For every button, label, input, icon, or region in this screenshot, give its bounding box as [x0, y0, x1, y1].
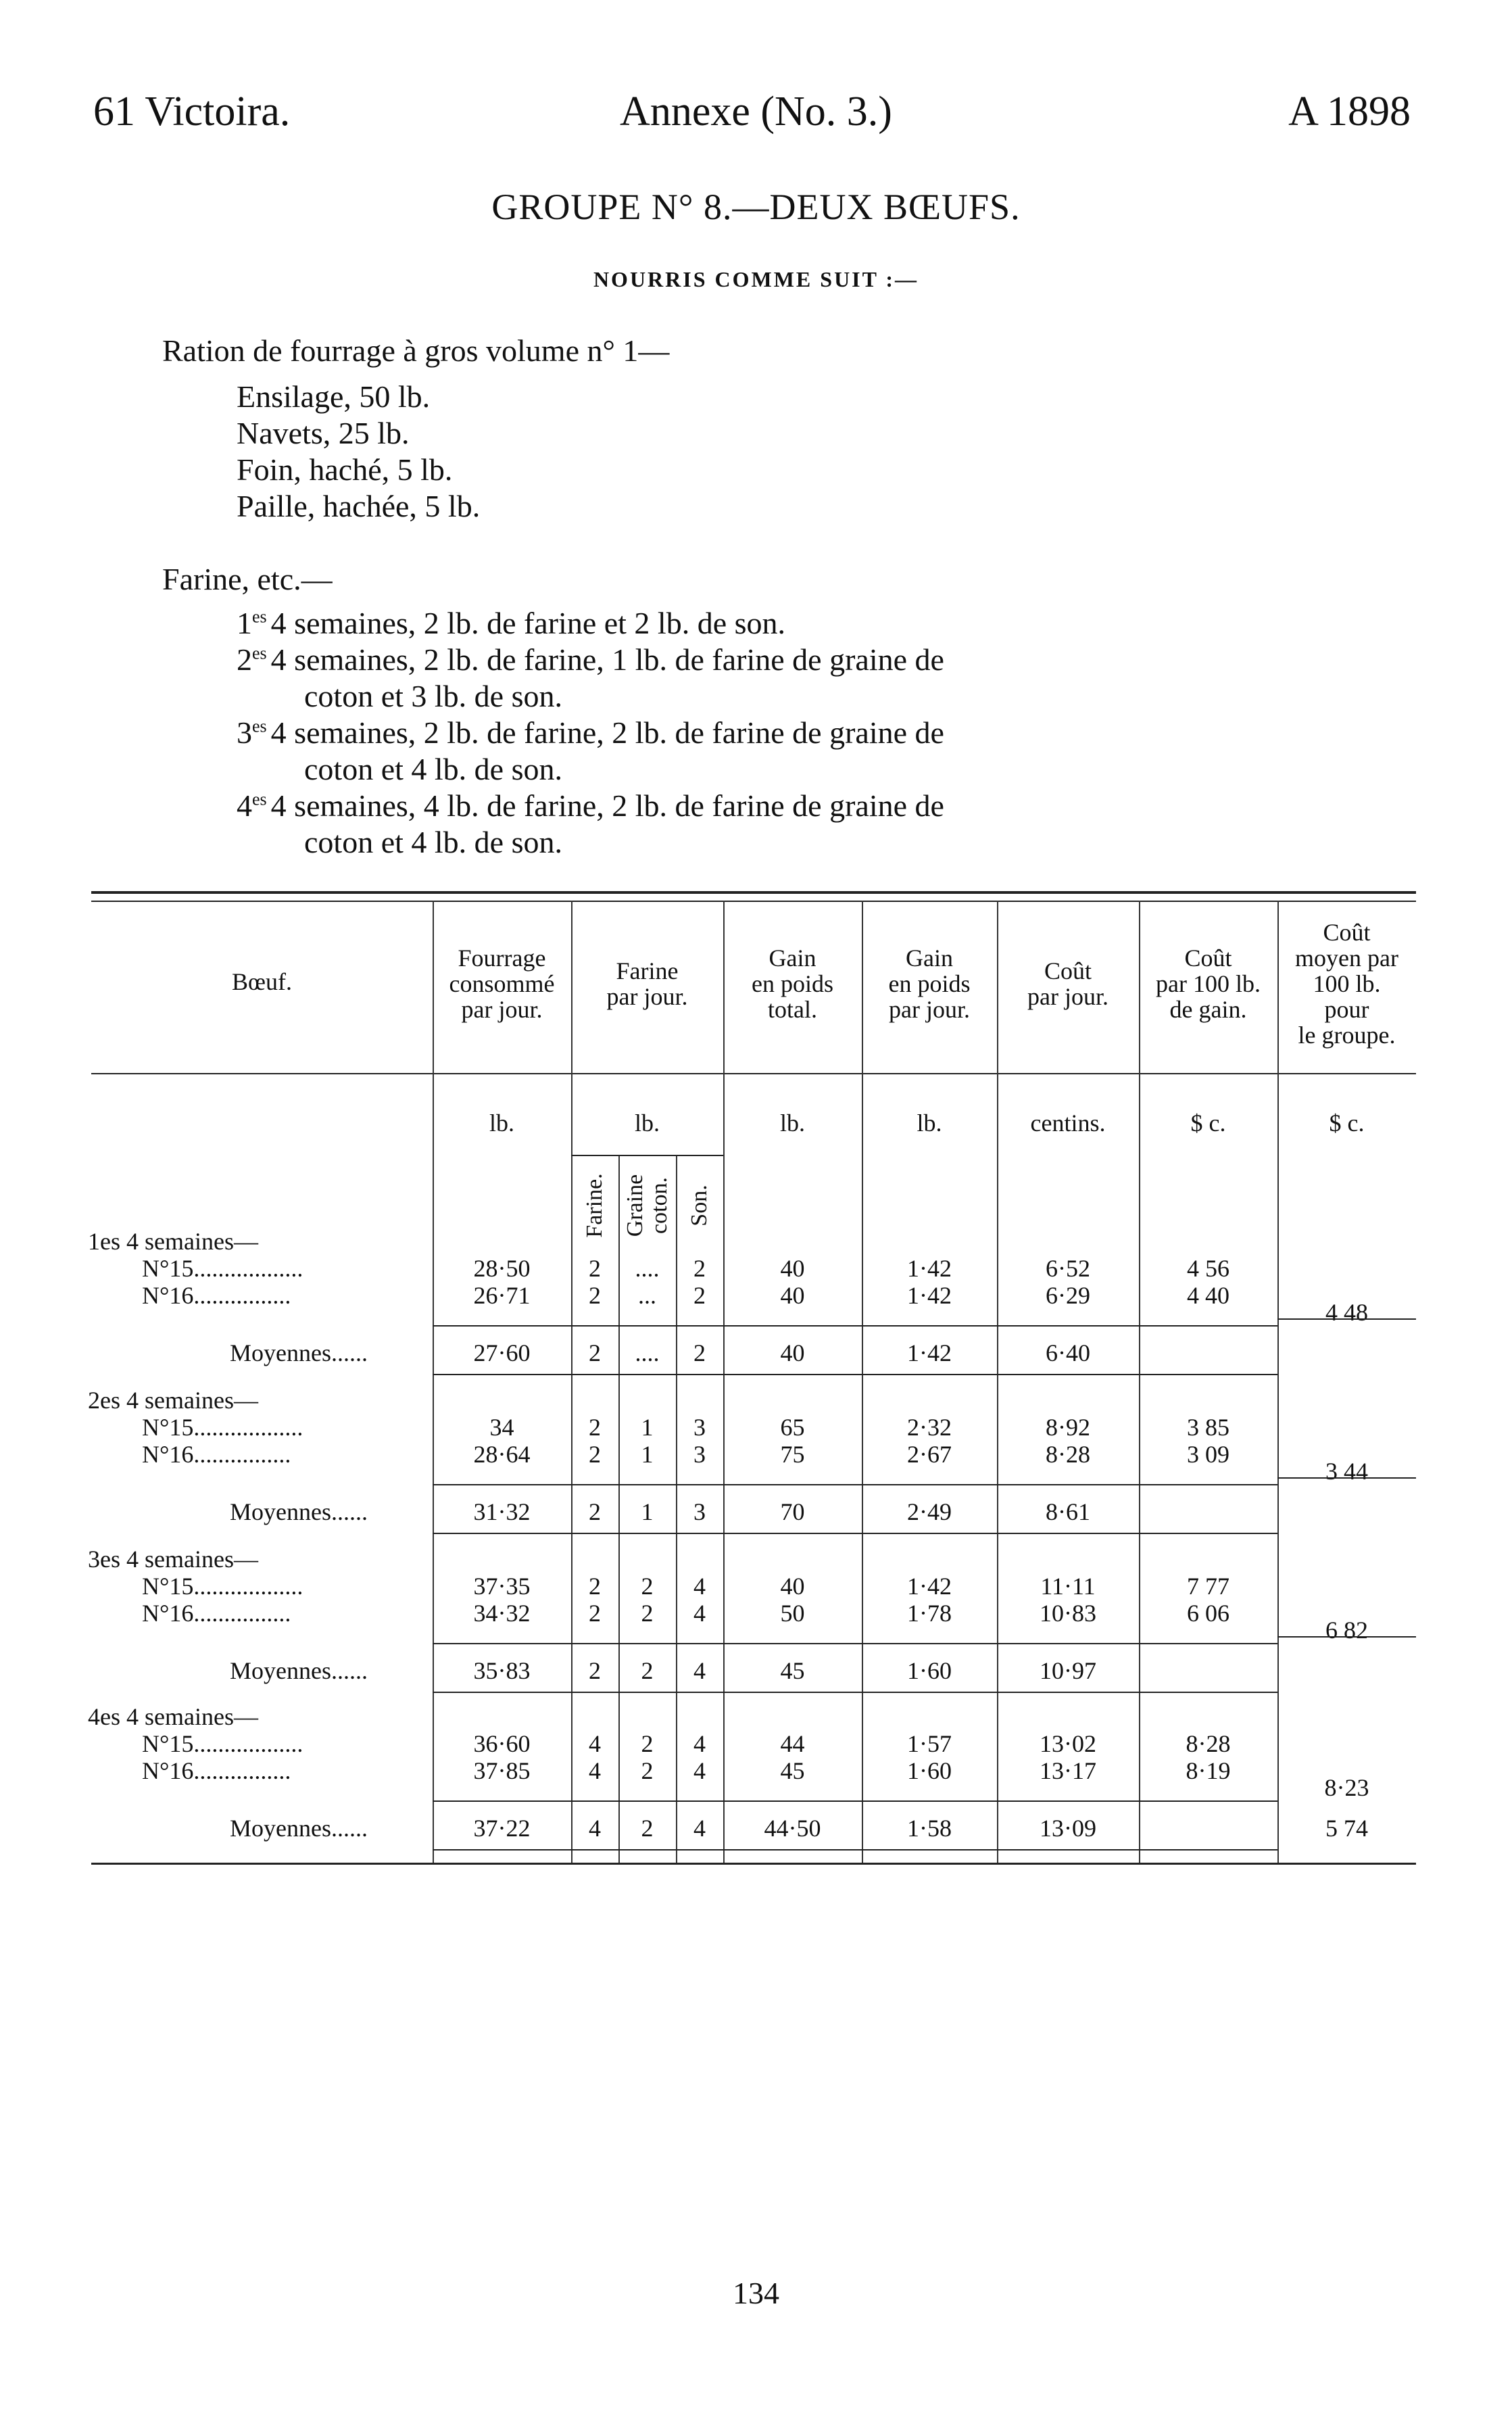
header-farine-line: Farine: [616, 957, 679, 984]
average-cout-jour: 13·09: [1040, 1815, 1096, 1842]
cell-gain-jour: 1·42: [907, 1255, 952, 1282]
row-label: N°15..................: [142, 1255, 303, 1282]
table-rule: [433, 1692, 1277, 1693]
table-column-rule: [433, 901, 434, 1863]
average-cout-jour: 8·61: [1046, 1498, 1090, 1525]
cell-farine: 2: [589, 1600, 601, 1627]
cell-graine: 2: [641, 1757, 654, 1784]
cell-cout-jour: 6·52: [1046, 1255, 1090, 1282]
table-column-rule: [1139, 901, 1140, 1863]
average-fourrage: 31·32: [473, 1498, 531, 1525]
cell-gain-jour: 1·57: [907, 1730, 952, 1757]
average-gain-jour: 1·58: [907, 1815, 952, 1842]
cell-farine: 2: [589, 1414, 601, 1441]
cell-fourrage: 37·85: [473, 1757, 531, 1784]
unit-gain-total: lb.: [779, 1109, 805, 1137]
farine-heading: Farine, etc.—: [162, 562, 333, 596]
average-graine: 2: [641, 1657, 654, 1684]
cell-gain-jour: 1·42: [907, 1573, 952, 1600]
average-son: 4: [693, 1657, 706, 1684]
feed-week-text: 4 semaines, 2 lb. de farine, 2 lb. de farine de graine de: [270, 715, 944, 750]
header-cout-moyen-line: Coût: [1323, 919, 1371, 946]
cell-cout-jour: 6·29: [1046, 1282, 1090, 1309]
cell-cout-100: 3 85: [1187, 1414, 1229, 1441]
cell-cout-moyen: 4 48: [1325, 1299, 1368, 1326]
table-rule: [433, 1374, 1277, 1375]
group-label: 3es 4 semaines—: [88, 1546, 258, 1573]
cell-graine: 1: [641, 1441, 654, 1468]
unit-fourrage: lb.: [489, 1109, 514, 1137]
group-label: 2es 4 semaines—: [88, 1387, 258, 1414]
subheader-farine: [583, 1155, 607, 1256]
cell-cout-jour: 13·02: [1040, 1730, 1096, 1757]
running-header-left: 61 Victoira.: [93, 89, 291, 135]
feed-week-continuation: coton et 4 lb. de son.: [304, 752, 562, 786]
average-son: 2: [693, 1339, 706, 1366]
header-cout-jour-line: par jour.: [1027, 983, 1108, 1010]
cell-cout-jour: 13·17: [1040, 1757, 1096, 1784]
ration-item: Ensilage, 50 lb.: [237, 379, 431, 414]
average-gain-total: 45: [780, 1657, 805, 1684]
average-graine: 1: [641, 1498, 654, 1525]
header-farine: [571, 958, 723, 1009]
average-gain-jour: 1·60: [907, 1657, 952, 1684]
cell-graine: 1: [641, 1414, 654, 1441]
subheader-farine-line: Farine.: [582, 1173, 607, 1238]
average-row-label: Moyennes......: [230, 1339, 368, 1366]
feed-week-number: 4: [237, 788, 252, 823]
header-fourrage: [433, 945, 571, 1022]
cell-gain-total: 75: [780, 1441, 805, 1468]
average-cout-jour: 6·40: [1046, 1339, 1090, 1366]
cell-fourrage: 34: [489, 1414, 514, 1441]
cell-farine: 2: [589, 1441, 601, 1468]
cell-son: 3: [693, 1414, 706, 1441]
cell-farine: 2: [589, 1282, 601, 1309]
row-label: N°15..................: [142, 1573, 303, 1600]
average-farine: 2: [589, 1657, 601, 1684]
header-cout-moyen-line: pour: [1324, 996, 1369, 1023]
row-label: N°16................: [142, 1600, 291, 1627]
header-fourrage-line: par jour.: [461, 996, 543, 1023]
table-rule: [1277, 1636, 1416, 1638]
table-rule: [433, 1484, 1277, 1485]
cell-cout-moyen: 8·23: [1324, 1774, 1369, 1801]
cell-gain-total: 40: [780, 1573, 805, 1600]
header-gain-total: [723, 945, 862, 1022]
cell-gain-jour: 1·78: [907, 1600, 952, 1627]
feed-week-ordinal: es: [252, 643, 267, 663]
group-label: 4es 4 semaines—: [88, 1703, 258, 1730]
cell-gain-jour: 1·60: [907, 1757, 952, 1784]
feed-week-ordinal: es: [252, 789, 267, 809]
cell-cout-jour: 8·28: [1046, 1441, 1090, 1468]
cell-son: 2: [693, 1255, 706, 1282]
fed-as-subtitle: NOURRIS COMME SUIT :—: [593, 267, 919, 291]
cell-cout-100: 6 06: [1187, 1600, 1229, 1627]
header-cout-100-line: par 100 lb.: [1156, 970, 1261, 997]
cell-son: 4: [693, 1730, 706, 1757]
feed-week-continuation: coton et 4 lb. de son.: [304, 825, 562, 859]
cell-graine: 2: [641, 1730, 654, 1757]
feed-week-ordinal: es: [252, 716, 267, 736]
cell-cout-moyen: 3 44: [1325, 1458, 1368, 1485]
running-header-right: A 1898: [1288, 89, 1411, 135]
header-fourrage-line: Fourrage: [458, 945, 546, 972]
cell-gain-jour: 2·67: [907, 1441, 952, 1468]
average-farine: 2: [589, 1498, 601, 1525]
cell-cout-100: 4 56: [1187, 1255, 1229, 1282]
table-column-rule: [997, 901, 998, 1863]
cell-gain-total: 50: [780, 1600, 805, 1627]
header-gain-jour: [862, 945, 997, 1022]
header-cout-100-line: Coût: [1184, 945, 1232, 972]
header-gain-total-line: en poids: [752, 970, 833, 997]
table-rule: [433, 1325, 1277, 1327]
cell-son: 4: [693, 1600, 706, 1627]
header-cout-moyen-line: moyen par: [1295, 945, 1398, 972]
cell-graine: 2: [641, 1573, 654, 1600]
header-fourrage-line: consommé: [449, 970, 555, 997]
group-label: 1es 4 semaines—: [88, 1228, 258, 1255]
running-header-center: Annexe (No. 3.): [620, 89, 892, 135]
cell-fourrage: 34·32: [473, 1600, 531, 1627]
ration-item: Paille, hachée, 5 lb.: [237, 489, 481, 523]
cell-graine: ...: [638, 1282, 656, 1309]
header-gain-total-line: Gain: [769, 945, 816, 972]
cell-gain-jour: 2·32: [907, 1414, 952, 1441]
table-column-rule: [723, 901, 725, 1863]
header-gain-jour-line: Gain: [906, 945, 953, 972]
cell-gain-jour: 1·42: [907, 1282, 952, 1309]
cell-son: 2: [693, 1282, 706, 1309]
cell-cout-jour: 10·83: [1040, 1600, 1096, 1627]
header-cout-100: [1139, 945, 1277, 1022]
unit-cout-100: $ c.: [1190, 1109, 1226, 1137]
table-column-rule: [571, 901, 572, 1863]
feed-week-continuation: coton et 3 lb. de son.: [304, 679, 562, 713]
cell-graine: 2: [641, 1600, 654, 1627]
average-fourrage: 27·60: [473, 1339, 531, 1366]
subheader-graine-line: coton.: [646, 1176, 672, 1235]
average-farine: 2: [589, 1339, 601, 1366]
average-son: 4: [693, 1815, 706, 1842]
feed-week-number: 2: [237, 642, 252, 677]
cell-gain-total: 40: [780, 1255, 805, 1282]
header-cout-jour-line: Coût: [1044, 957, 1092, 984]
cell-fourrage: 28·50: [473, 1255, 531, 1282]
table-rule: [433, 1800, 1277, 1802]
average-fourrage: 35·83: [473, 1657, 531, 1684]
cell-son: 4: [693, 1757, 706, 1784]
cell-son: 4: [693, 1573, 706, 1600]
unit-farine: lb.: [634, 1109, 660, 1137]
table-rule: [1277, 1477, 1416, 1479]
cell-cout-jour: 11·11: [1040, 1573, 1096, 1600]
average-gain-total: 70: [780, 1498, 805, 1525]
feed-week-text: 4 semaines, 4 lb. de farine, 2 lb. de farine de graine de: [270, 788, 944, 823]
header-boeuf: Bœuf.: [232, 968, 292, 995]
unit-gain-jour: lb.: [917, 1109, 942, 1137]
feed-week-ordinal: es: [252, 606, 267, 627]
header-cout-moyen: [1277, 920, 1416, 1048]
ration-heading: Ration de fourrage à gros volume n° 1—: [162, 333, 670, 368]
cell-cout-100: 8·19: [1186, 1757, 1231, 1784]
table-rule: [433, 1533, 1277, 1534]
row-label: N°16................: [142, 1282, 291, 1309]
cell-farine: 2: [589, 1573, 601, 1600]
header-cout-moyen-line: le groupe.: [1298, 1022, 1396, 1049]
ration-item: Navets, 25 lb.: [237, 416, 410, 450]
table-rule: [91, 1073, 1416, 1074]
cell-cout-100: 7 77: [1187, 1573, 1229, 1600]
cell-gain-total: 45: [780, 1757, 805, 1784]
average-cout-jour: 10·97: [1040, 1657, 1096, 1684]
average-graine: 2: [641, 1815, 654, 1842]
average-gain-jour: 1·42: [907, 1339, 952, 1366]
cell-farine: 4: [589, 1757, 601, 1784]
cell-fourrage: 36·60: [473, 1730, 531, 1757]
header-farine-line: par jour.: [606, 983, 688, 1010]
row-label: N°15..................: [142, 1730, 303, 1757]
feed-week-text: 4 semaines, 2 lb. de farine et 2 lb. de son.: [270, 606, 786, 640]
feed-week-number: 3: [237, 715, 252, 750]
cell-cout-jour: 8·92: [1046, 1414, 1090, 1441]
cell-farine: 4: [589, 1730, 601, 1757]
table-rule: [1277, 1318, 1416, 1320]
header-gain-jour-line: en poids: [888, 970, 971, 997]
average-farine: 4: [589, 1815, 601, 1842]
subheader-graine-line: Graine: [622, 1174, 648, 1237]
header-gain-total-line: total.: [768, 996, 817, 1023]
cell-son: 3: [693, 1441, 706, 1468]
table-column-rule: [862, 901, 863, 1863]
cell-fourrage: 37·35: [473, 1573, 531, 1600]
cell-graine: ....: [635, 1255, 660, 1282]
cell-cout-100: 4 40: [1187, 1282, 1229, 1309]
table-rule: [91, 1863, 1416, 1865]
cell-gain-total: 65: [780, 1414, 805, 1441]
average-row-label: Moyennes......: [230, 1657, 368, 1684]
feed-week-number: 1: [237, 606, 252, 640]
header-cout-jour: [997, 958, 1139, 1009]
average-row-label: Moyennes......: [230, 1815, 368, 1842]
table-rule: [433, 1643, 1277, 1644]
cell-cout-100: 3 09: [1187, 1441, 1229, 1468]
cell-cout-moyen: 6 82: [1325, 1617, 1368, 1644]
cell-fourrage: 28·64: [473, 1441, 531, 1468]
header-cout-100-line: de gain.: [1169, 996, 1247, 1023]
cell-gain-total: 44: [780, 1730, 805, 1757]
cell-farine: 2: [589, 1255, 601, 1282]
table-rule: [433, 1849, 1277, 1851]
average-fourrage: 37·22: [473, 1815, 531, 1842]
average-graine: ....: [635, 1339, 660, 1366]
table-rule: [91, 891, 1416, 894]
feed-week-text: 4 semaines, 2 lb. de farine, 1 lb. de farine de graine de: [270, 642, 944, 677]
average-gain-total: 40: [780, 1339, 805, 1366]
subheader-son-line: Son.: [687, 1185, 712, 1226]
row-label: N°16................: [142, 1757, 291, 1784]
table-rule: [91, 901, 1416, 902]
row-label: N°15..................: [142, 1414, 303, 1441]
average-row-label: Moyennes......: [230, 1498, 368, 1525]
header-gain-jour-line: par jour.: [889, 996, 970, 1023]
average-gain-total: 44·50: [764, 1815, 821, 1842]
unit-cout-moyen: $ c.: [1329, 1109, 1365, 1137]
ration-item: Foin, haché, 5 lb.: [237, 452, 453, 487]
cell-gain-total: 40: [780, 1282, 805, 1309]
average-cout-moyen: 5 74: [1325, 1815, 1368, 1842]
unit-cout-jour: centins.: [1030, 1109, 1106, 1137]
subheader-son: [687, 1155, 712, 1256]
average-son: 3: [693, 1498, 706, 1525]
header-cout-moyen-line: 100 lb.: [1313, 970, 1381, 997]
average-gain-jour: 2·49: [907, 1498, 952, 1525]
page-number: 134: [733, 2276, 779, 2310]
subheader-graine: [623, 1155, 672, 1256]
cell-cout-100: 8·28: [1186, 1730, 1231, 1757]
row-label: N°16................: [142, 1441, 291, 1468]
group-title: GROUPE N° 8.—DEUX BŒUFS.: [491, 187, 1021, 227]
cell-fourrage: 26·71: [473, 1282, 531, 1309]
